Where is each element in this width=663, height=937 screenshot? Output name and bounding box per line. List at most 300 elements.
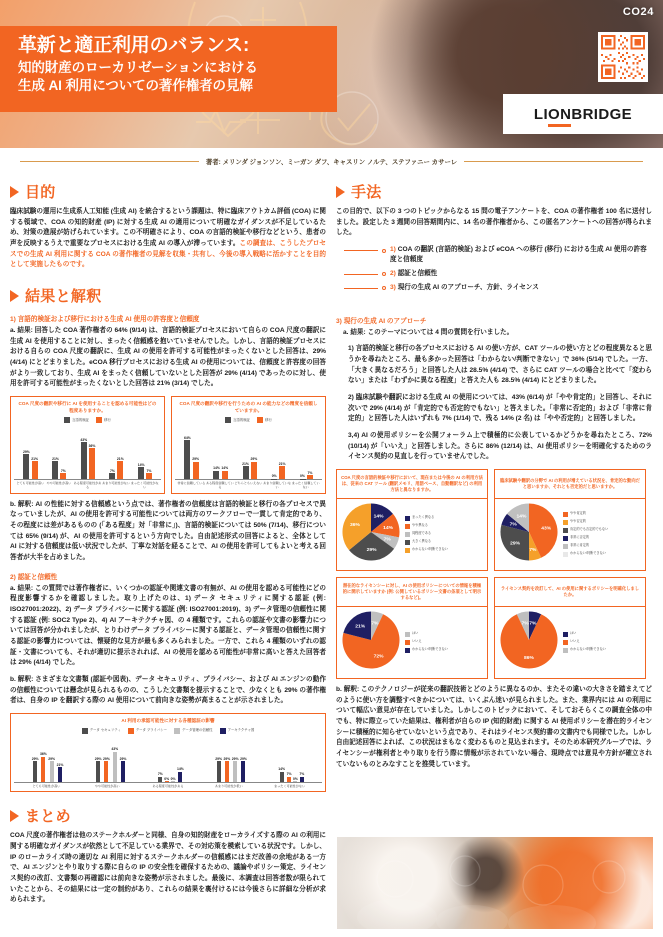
legend-item xyxy=(128,728,167,734)
legend-label: わからない/判断できない xyxy=(412,646,448,651)
legend-label: はい xyxy=(412,630,419,635)
dash-icon xyxy=(344,274,378,275)
legend-item xyxy=(405,548,448,554)
section-title-summary: まとめ xyxy=(25,808,71,826)
bar-value-label: 21% xyxy=(56,762,64,767)
legend-item xyxy=(563,528,608,534)
arrow-icon xyxy=(10,186,19,198)
bar-value-label: 7% xyxy=(109,468,115,473)
pie-question-text: COA 尺度の言語的検証や移行において、現在または今後の AI の利用方法は、従来の CAT ツール (翻訳メモリ、用語ベース、自動翻訳など) の利用方法と異なりますか。 xyxy=(341,474,483,493)
arrow-icon xyxy=(10,810,19,822)
approach-3a-label: a. 結果: xyxy=(343,328,366,336)
chart-acceptance xyxy=(10,396,165,494)
bar-item xyxy=(95,737,102,782)
results-1b-label: b. 解釈: xyxy=(10,500,34,508)
bar-group xyxy=(109,426,123,479)
approach-3a xyxy=(336,328,652,339)
bar-item xyxy=(138,426,145,479)
dash-icon xyxy=(344,250,378,251)
bar-value-label: 7% xyxy=(286,772,292,777)
list-item xyxy=(344,283,652,293)
pie-cell-ai-sentiment xyxy=(494,469,646,571)
legend-label: 言語的検証 xyxy=(233,417,251,422)
results-2b-text: さまざまな文書類 (認証や図表)、データ セキュリティ、プライバシー、および AI エンジンの動作の信頼性については懸念が見られるものの、こうした文書類を提示することで、少なくとも 29% の著作権者は、自身の IP を翻訳する際の AI 使用について前向きな姿勢が高まることが示されました。 xyxy=(10,676,327,705)
bar-value-label: 21% xyxy=(278,461,286,466)
pie-cell-license-revision xyxy=(494,577,646,679)
item-number: 1) xyxy=(390,246,396,254)
bar-value-label: 29% xyxy=(192,457,200,462)
bullet-ring-icon xyxy=(382,286,386,290)
bar xyxy=(217,761,221,781)
bar-value-label: 0% xyxy=(271,474,277,479)
approach-3b xyxy=(336,685,652,770)
pie-question-text: ライセンス契約を改訂して、AI の使用に関するポリシーを明確化しましたか。 xyxy=(500,585,640,597)
bar xyxy=(300,479,306,480)
divider-left xyxy=(20,161,199,162)
purpose-text-highlight: この調査は、こうしたプロセスでの生成 AI 利用に関する COA の著作権者の見解を収集・共有し、今後の導入戦略に活かすことを目的として実施したものです。 xyxy=(10,240,327,269)
bar xyxy=(307,475,313,479)
bullet-ring-icon xyxy=(382,272,386,276)
bar-value-label: 21% xyxy=(242,461,249,466)
bar xyxy=(121,761,125,781)
pie-question-license xyxy=(494,577,646,607)
bar-item xyxy=(271,426,277,479)
pie-question-ai-vs-cat xyxy=(336,469,488,499)
chart-certification-plot xyxy=(14,737,322,783)
results-1b-text: AI の性能に対する信頼感という点では、著作権者の信頼度は言語的検証と移行の各プロセスで異なっていましたが、AI の使用を許可する可能性については両方のワークフローで一貫して肯定的であり、その程度には差があるものの (「ある程度」対「非常に」)、言語的検証については 50% (7/14)、移行については 65% (9/14) が、AI の使用を許可するという方向でした。自由記述形式の回答によると、全体として AI に対する信頼度は低い状況でしたが、丁寧な対話を経ることで、AI の使用を許可してもよいと考える回答者が大半を占めました。 xyxy=(10,500,326,562)
bar-item xyxy=(307,426,313,479)
authors-text: 著者: メリンダ ジョンソン、ミーガン ダフ、キャスリン ノルテ、ステファニー カサーレ xyxy=(205,158,458,166)
bar-item xyxy=(184,426,191,479)
bar xyxy=(117,461,123,479)
dash-icon xyxy=(344,288,378,289)
bar-group xyxy=(213,426,228,479)
bar xyxy=(271,479,277,480)
bar-item xyxy=(111,737,118,782)
legend-item xyxy=(563,632,606,638)
bar xyxy=(113,752,117,782)
pie-ai-sentiment-svg xyxy=(498,501,560,568)
bar-item xyxy=(213,426,220,479)
bar xyxy=(165,781,169,782)
summary-body: COA 尺度の著作権者は他のステークホルダーと同様、自身の知的財産をローカライズする際の AI の利用に関する明確なガイダンスが依然として不足している業界で、その対応策を模索している状況です。しかし、IP のローカライズ時の適切な AI 利用に対するステークホルダーの信頼感にはまだ改善の余地がある一方で、AI エンジンとやり取りする際に自らの IP の安全性を確保するための、議論やポリシー策定、ライセンス契約の改訂、文書類の再確認には前向きな姿勢が示されました。最後に、本調査は回答者数が限られていたことから、その結果には一定の制約があり、これらの結果を裏付けるには今後さらに詳細な分析が求められます。 xyxy=(10,832,326,904)
legend-swatch xyxy=(405,540,410,545)
legend-item xyxy=(405,632,448,638)
results-2b-label: b. 解釈: xyxy=(10,676,34,684)
svg-text:86%: 86% xyxy=(524,656,534,662)
bar xyxy=(293,781,297,782)
item-number: 3) xyxy=(390,283,396,291)
legend-swatch xyxy=(96,417,102,423)
pie-policy-legend xyxy=(405,632,448,654)
bar-item xyxy=(278,737,285,782)
chart-acceptance-plot xyxy=(14,426,161,480)
bar-value-label: 29% xyxy=(48,756,56,761)
chart-trust-plot xyxy=(175,426,322,480)
legend-swatch xyxy=(563,528,568,533)
section-title-methods: 手法 xyxy=(351,184,382,201)
bar-group xyxy=(32,737,64,782)
bar xyxy=(233,761,237,781)
pie-license-svg xyxy=(498,609,560,676)
legend-swatch xyxy=(174,728,180,734)
bar-value-label: 36% xyxy=(88,443,96,448)
bar-item xyxy=(120,737,127,782)
chart-trust-legend xyxy=(175,417,322,423)
legend-item xyxy=(96,417,111,423)
item-text: 認証と信頼性 xyxy=(397,269,438,277)
pie-license-legend xyxy=(563,632,606,654)
conference-badge: CO24 xyxy=(622,6,654,18)
legend-swatch xyxy=(82,728,88,734)
pie-license-revision xyxy=(494,607,646,679)
pie-question-policy xyxy=(336,577,488,607)
chart-certification-legend xyxy=(14,728,322,734)
charts-row-1 xyxy=(10,396,326,494)
item-text: 現行の生成 AI のアプローチ、方針、ライセンス xyxy=(397,283,539,291)
arrow-icon xyxy=(10,290,19,302)
pie-question-text: 潜在的なライセンシーに対し、AI の使用ポリシーについての情報を積極的に開示していますか (例: 公開しているポリシー文書の条項として明示するなど)。 xyxy=(342,582,482,601)
pie-ai-vs-cat xyxy=(336,499,488,571)
methods-item-2 xyxy=(390,269,437,279)
category-label: ある程度可能性がある xyxy=(152,783,184,788)
svg-text:7%: 7% xyxy=(529,621,537,627)
bar xyxy=(32,461,38,479)
bar-item xyxy=(250,426,257,479)
legend-item xyxy=(405,532,448,538)
methods-intro: この目的で、以下の 3 つのトピックからなる 15 問の電子アンケートを、COA の著作権者 100 名に送付しました。設定した 3 週間の回答期間内に、14 名の著作権者から、この匿名アンケートへの回答が得られました。 xyxy=(336,208,652,237)
divider-right xyxy=(464,161,643,162)
bar-value-label: 14% xyxy=(177,767,184,772)
bar-item xyxy=(158,737,163,782)
bar-item xyxy=(109,426,115,479)
category-label: とても可能性が高い xyxy=(16,481,45,486)
legend-label: やや肯定的 xyxy=(570,510,586,515)
content-columns xyxy=(0,174,663,906)
legend-item xyxy=(563,512,608,518)
bar xyxy=(251,462,257,480)
bar-item xyxy=(171,737,176,782)
legend-item xyxy=(405,516,448,522)
qr-code-icon[interactable] xyxy=(598,32,648,82)
bar xyxy=(158,777,162,782)
legend-swatch xyxy=(128,728,134,734)
bar-value-label: 36% xyxy=(39,752,47,757)
results-subsection-2-title: 2) 認証と信頼性 xyxy=(10,573,58,581)
methods-topic-list xyxy=(344,245,652,293)
results-2a-label: a. 結果: xyxy=(10,584,34,592)
legend-item xyxy=(405,640,448,646)
legend-label: いいえ xyxy=(412,638,422,643)
svg-text:7%: 7% xyxy=(521,621,529,627)
bar-group xyxy=(23,426,38,479)
legend-item xyxy=(563,648,606,654)
bar-item xyxy=(146,426,152,479)
header-banner xyxy=(0,0,663,148)
legend-item xyxy=(64,417,89,423)
legend-swatch xyxy=(563,640,568,645)
legend-item xyxy=(563,520,608,526)
legend-swatch xyxy=(563,512,568,517)
purpose-text-plain: 臨床試験の運用に生成系人工知能 (生成 AI) を統合するという課題は、特に臨床アウトカム評価 (COA) に関する領域で、COA の知的財産 (IP) に対する生成 AI の適用について明確なガイダンスが不足しているため、対策の進展が妨げられています。この不明確さにより、COA の言語的検証や移行などという、患者の声を反映するうえで重要なプロセスにおける生成 AI の導入が滞っています。 xyxy=(10,208,326,248)
bar-value-label: 64% xyxy=(183,435,191,440)
bar xyxy=(300,777,304,782)
bar-value-label: 7% xyxy=(60,468,66,473)
bar xyxy=(171,781,175,782)
section-header-methods xyxy=(336,181,652,202)
bar-group xyxy=(158,737,184,782)
section-header-summary xyxy=(10,805,326,826)
results-1a-text: 回答した COA 著作権者の 64% (9/14) は、言語的検証プロセスにおいて自らの COA 尺度の翻訳に生成 AI を使用することに対し、まったく信頼感を抱いていませんでした。しかし、言語的検証プロセスにおける自らの COA 尺度の翻訳に、生成 AI の使用を許可する可能性がまったくないとした回答は、29% (4/14) にとどまりました。eCOA 移行プロセスにおける生成 AI の使用については、信頼度と許容度の回答がより一致しており、生成 AI をまったく信頼していないとした回答が 29% (4/14) であったのに対し、使用を許可する可能性がまったくないとした回答は 21% (3/14) でした。 xyxy=(10,327,326,388)
legend-swatch xyxy=(563,520,568,525)
legend-label: アーキテクチャ図 xyxy=(227,727,255,732)
bar-item xyxy=(287,737,292,782)
bar-value-label: 29% xyxy=(119,756,127,761)
bar-item xyxy=(60,426,66,479)
legend-label: わからない/判断できない xyxy=(412,546,448,551)
bar xyxy=(280,772,284,782)
bar-item xyxy=(117,426,124,479)
svg-text:43%: 43% xyxy=(541,526,552,532)
pie-ai-vs-cat-legend xyxy=(405,516,448,554)
bar xyxy=(81,442,87,479)
bar xyxy=(243,466,249,479)
bar-item xyxy=(192,426,199,479)
legend-item xyxy=(405,648,448,654)
item-text: COA の翻訳 (言語的検証) および eCOA への移行 (移行) における生成 AI 使用の許容度と信頼度 xyxy=(390,246,647,263)
bar xyxy=(104,761,108,781)
bar-item xyxy=(215,737,222,782)
results-1a xyxy=(10,326,326,390)
legend-label: 非常に肯定的 xyxy=(570,542,590,547)
lionbridge-logo xyxy=(503,94,663,134)
legend-label: データ プライバシー xyxy=(135,727,168,732)
category-label: まったく信頼していない xyxy=(291,481,320,490)
pie-cell-ai-vs-cat xyxy=(336,469,488,571)
results-1b xyxy=(10,500,326,564)
bar-value-label: 29% xyxy=(22,449,30,454)
legend-label: データ管理の信頼性 xyxy=(182,727,213,732)
legend-item xyxy=(563,552,608,558)
methods-item-3 xyxy=(390,283,539,293)
legend-item xyxy=(82,728,121,734)
authors-line xyxy=(0,148,663,174)
legend-swatch xyxy=(405,532,410,537)
bar-group xyxy=(300,426,314,479)
bar xyxy=(287,777,291,782)
bar xyxy=(213,471,219,480)
pie-ai-sentiment-legend xyxy=(563,512,608,558)
bar-group xyxy=(271,426,285,479)
item-number: 2) xyxy=(390,269,396,277)
approach-q34: 3,4) AI の使用ポリシーを公開フォーラム上で積極的に公表しているかどうかを尋ねたところ、72% (10/14) が「いいえ」と回答しました。さらに 86% (12/14) は、AI 使用ポリシーを明確化するためのライセンス契約の見直しを行っていませんでした。 xyxy=(348,431,652,461)
chart-certification-categories xyxy=(14,783,322,789)
chart-acceptance-categories xyxy=(14,480,161,489)
legend-item xyxy=(563,544,608,550)
legend-label: わからない/判断できない xyxy=(570,646,606,651)
chart-acceptance-legend xyxy=(14,417,161,423)
bar xyxy=(193,462,199,480)
bar-value-label: 29% xyxy=(231,756,239,761)
section-header-purpose xyxy=(10,181,326,202)
bar-value-label: 29% xyxy=(215,756,222,761)
bar-item xyxy=(80,426,87,479)
svg-text:72%: 72% xyxy=(373,654,384,660)
category-label: あまり可能性がない xyxy=(102,481,130,486)
bar-value-label: 0% xyxy=(292,776,298,781)
legend-item xyxy=(220,728,255,734)
bar-value-label: 29% xyxy=(250,457,258,462)
bar-item xyxy=(40,737,47,782)
legend-swatch xyxy=(220,728,226,734)
bar xyxy=(89,448,95,479)
approach-3b-label: b. 解釈: xyxy=(336,685,360,693)
svg-text:21%: 21% xyxy=(355,624,366,630)
pie-question-ai-sentiment xyxy=(494,469,646,499)
legend-label: 同程度である xyxy=(412,530,432,535)
pie-ai-sentiment xyxy=(494,499,646,571)
legend-label: まったく異なる xyxy=(412,514,435,519)
arrow-icon xyxy=(336,186,345,198)
chart-certification xyxy=(10,713,326,792)
bar xyxy=(178,772,182,782)
legend-swatch xyxy=(257,417,263,423)
approach-subsection-title: 3) 現行の生成 AI のアプローチ xyxy=(336,317,427,325)
category-label: まったく可能性がない xyxy=(130,481,159,490)
chart-trust-categories xyxy=(175,480,322,489)
bar-group xyxy=(52,426,66,479)
bar xyxy=(109,473,115,479)
bar-value-label: 14% xyxy=(137,462,145,467)
bar-value-label: 43% xyxy=(111,747,119,752)
approach-3a-text: このテーマについては 4 問の質問を行いました。 xyxy=(367,328,514,336)
bar xyxy=(222,471,228,480)
legend-swatch xyxy=(405,640,410,645)
chart-trust xyxy=(171,396,326,494)
approach-3b-text: このテクノロジーが従来の翻訳技術とどのように異なるのか、またその違いの大きさを踏まえてどのように使い方を調整すべきかについては、いくぶん迷いが見られました。また、業界内には AI の利用について幅広い意見が存在していました。しかしこのトピックにおいて、そしておそらくこの調査全体の中でも、特に際立っていた結果は、権利者が自らの IP (知的財産) に関する AI 使用ポリシーを潜在的ライセンシーに積極的に知らせていないという点であり、それはライセンス契約書の文書内でも同様でした。しかし自由記述回答によれば、この状況はまもなく変わるものと見込まれます。そのため本研究グループでは、ライセンシーが権利者とやり取りを行う際に情報が示されていない場合、現時点では意見や方針が確立されていないものとみなすことを推奨しています。 xyxy=(336,685,653,768)
list-item xyxy=(344,269,652,279)
pie-question-text: 臨床試験や翻訳の分野で AI の利用が増えている状況を、肯定的な動向だと思いますか、それとも否定的だと思いますか。 xyxy=(500,477,640,489)
page-subtitle-line2: 生成 AI 利用についての著作権者の見解 xyxy=(18,78,253,94)
legend-label: 非常に否定的 xyxy=(570,534,590,539)
list-item xyxy=(344,245,652,265)
bar-value-label: 7% xyxy=(299,772,305,777)
category-label: あまり可能性が低い xyxy=(214,783,243,788)
bar-item xyxy=(242,426,249,479)
bar-value-label: 43% xyxy=(80,437,88,442)
purpose-body xyxy=(10,207,326,271)
bar-item xyxy=(224,737,231,782)
approach-q1: 1) 言語的検証と移行の各プロセスにおける AI の使い方が、CAT ツールの使い方とどの程度異なると思うかを尋ねたところ、最も多かった回答は「わからない/判断できない」で 36% (5/14) でした。一方、「大きく異なるだろう」と回答した人は 28.5% (4/14) で、さらに CAT ツールの場合と比べて「変わらない」または「わずかに異なる程度」と答えた人も 28.5% (4/14) にとどまりました。 xyxy=(348,345,652,385)
legend-label: 肯定的でも否定的でもない xyxy=(570,526,609,531)
bar-group xyxy=(184,426,199,479)
poster-title-block xyxy=(0,26,337,112)
legend-label: データ セキュリティ xyxy=(89,727,121,732)
legend-swatch xyxy=(563,544,568,549)
bar-value-label: 14% xyxy=(221,466,229,471)
category-label: まったく可能性がない xyxy=(274,783,306,788)
bar-value-label: 29% xyxy=(94,756,102,761)
bar-group xyxy=(95,737,127,782)
brand-part-li: LI xyxy=(533,105,549,123)
results-1a-label: a. 結果: xyxy=(10,327,33,335)
bar xyxy=(279,466,285,479)
bar-item xyxy=(299,737,304,782)
legend-item xyxy=(563,640,606,646)
bar xyxy=(184,440,190,479)
bar-value-label: 0% xyxy=(300,474,305,479)
chart-acceptance-title: COA 尺度の翻訳や移行に AI を使用することを認める可能性はどの程度ありますか。 xyxy=(18,401,157,413)
bar-group xyxy=(138,426,152,479)
bar-item xyxy=(32,737,39,782)
svg-text:29%: 29% xyxy=(366,548,377,554)
category-label: ある程度信頼している xyxy=(205,481,234,490)
legend-swatch xyxy=(563,648,568,653)
category-label: ある程度可能性がある xyxy=(73,481,102,490)
legend-swatch xyxy=(405,524,410,529)
legend-item xyxy=(563,536,608,542)
svg-text:7%: 7% xyxy=(529,547,537,553)
bar-value-label: 21% xyxy=(52,456,59,461)
results-subsection-1-title: 1) 言語的検証および移行における生成 AI 使用の許容度と信頼度 xyxy=(10,316,200,324)
legend-swatch xyxy=(405,648,410,653)
chart-certification-title: AI 利用の承認可能性に対する各種認証の影響 xyxy=(121,718,215,724)
category-label: あまり信頼していない xyxy=(263,481,291,490)
bar-value-label: 7% xyxy=(146,468,152,473)
legend-swatch xyxy=(405,632,410,637)
page-subtitle-line1: 知的財産のローカリゼーションにおける xyxy=(18,60,258,76)
bar xyxy=(241,761,245,781)
bullet-ring-icon xyxy=(382,249,386,253)
svg-text:7%: 7% xyxy=(383,537,391,543)
brand-part-on: ON xyxy=(548,106,571,127)
legend-label: やや異なる xyxy=(412,522,428,527)
methods-item-1 xyxy=(390,245,652,265)
bar-value-label: 7% xyxy=(157,772,163,777)
bar-item xyxy=(232,737,239,782)
bar xyxy=(41,757,45,782)
bar-value-label: 29% xyxy=(223,756,231,761)
bar-item xyxy=(52,426,59,479)
bar-value-label: 0% xyxy=(164,776,170,781)
legend-label: いいえ xyxy=(570,638,580,643)
bar-value-label: 14% xyxy=(278,767,286,772)
legend-label: 言語的検証 xyxy=(72,417,90,422)
section-header-results xyxy=(10,285,326,306)
bar-item xyxy=(89,426,96,479)
legend-label: はい xyxy=(570,630,577,635)
bar-item xyxy=(279,426,286,479)
legend-swatch xyxy=(405,516,410,521)
results-2a xyxy=(10,584,326,669)
legend-swatch xyxy=(563,632,568,637)
pie-cell-policy-disclosure xyxy=(336,577,488,679)
legend-label: わからない/判断できない xyxy=(570,550,606,555)
right-column xyxy=(336,174,652,906)
bar-item xyxy=(300,426,306,479)
bar xyxy=(50,761,54,781)
legend-label: 大きく異なる xyxy=(412,538,432,543)
bar-group xyxy=(278,737,304,782)
bar xyxy=(96,761,100,781)
legend-item xyxy=(405,540,448,546)
results-2a-text: この質問では著作権者に、いくつかの認証や関連文書の有無が、AI の使用を認める可能性にどの程度影響するかを確認しました。取り上げたのは、1) データ セキュリティに関する認証 (例: ISO27001:2022)、2) データ プライバシーに関する認証 (例: ISO27001:2019)、3) データ管理の信頼性に関する認証 (例: SOC2 Type 2)、4) AI アーキテクチャ図、の 4 種類です。これらの認証や文書の影響力については回答が分かれましたが、とりわけデータ プライバシーに関する認証と、データ管理の信頼性に関する認証の影響力については、懐疑的な見方が最も多くみられました。一方で、これら 4 種類のいずれの認証・文書についても、それが適切に提示されれば、AI の使用を認める可能性が非常に高いと答えた回答者は 29% (4/14) でした。 xyxy=(10,584,326,667)
category-label: とても可能性が高い xyxy=(32,783,61,788)
bar-value-label: 0% xyxy=(170,776,176,781)
chart-trust-title: COA 尺度の翻訳や移行を行うための AI の能力などの精度を信頼していますか。 xyxy=(179,401,318,413)
bar xyxy=(52,461,58,479)
bar-group xyxy=(80,426,95,479)
